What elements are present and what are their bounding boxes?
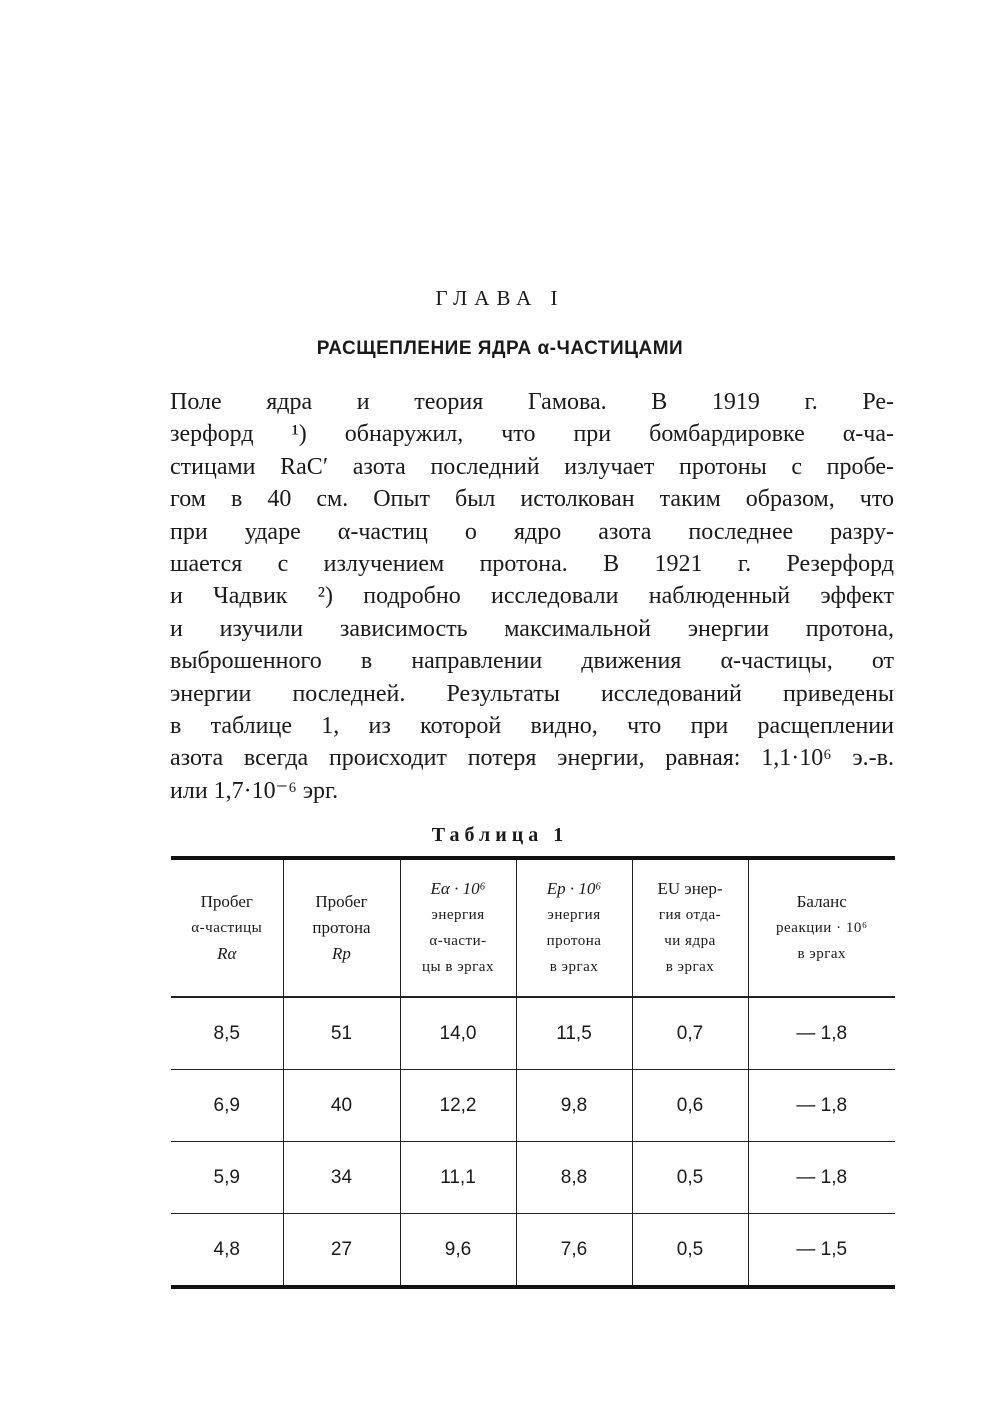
table-cell: 27	[283, 1214, 400, 1288]
table-row	[171, 1214, 895, 1288]
table-cell: 34	[283, 1142, 400, 1214]
table-cell: 7,6	[516, 1214, 632, 1288]
paragraph-line: стицами RaC′ азота последний излучает протоны с пробе-	[170, 453, 894, 480]
table-cell: 0,7	[632, 997, 748, 1070]
table-caption: Таблица 1	[431, 824, 569, 846]
chapter-number: ГЛАВА I	[435, 286, 565, 310]
table-cell: 9,6	[400, 1214, 516, 1288]
table-cell: 11,5	[516, 997, 632, 1070]
table-row	[171, 1070, 895, 1142]
table-header-row	[171, 858, 895, 997]
paragraph-line: энергии последней. Результаты исследований приведены	[170, 680, 894, 707]
header-reaction-balance: Баланс реакции · 10⁶ в эргах	[748, 858, 895, 997]
paragraph-line: Поле ядра и теория Гамова. В 1919 г. Ре-	[170, 389, 894, 415]
table-cell: — 1,8	[748, 1070, 895, 1142]
table-cell: 5,9	[171, 1142, 283, 1214]
table-cell: 0,5	[632, 1142, 748, 1214]
table-row	[171, 1142, 895, 1214]
paragraph-line: гом в 40 см. Опыт был истолкован таким образом, что	[170, 486, 894, 513]
table-cell: 14,0	[400, 997, 516, 1070]
data-table	[171, 856, 895, 1289]
table-cell: 0,5	[632, 1214, 748, 1288]
header-proton-range: Пробег протона Rp	[283, 858, 400, 997]
table-cell: 6,9	[171, 1070, 283, 1142]
paragraph-line: зерфорд ¹) обнаружил, что при бомбардировке α-ча-	[170, 421, 894, 448]
paragraph-line: азота всегда происходит потеря энергии, равная: 1,1·10⁶ э.-в.	[170, 745, 894, 772]
table-cell: — 1,8	[748, 1142, 895, 1214]
paragraph-line: выброшенного в направлении движения α-частицы, от	[170, 648, 894, 675]
header-alpha-energy: Eα · 10⁶ энергия α-части- цы в эргах	[400, 858, 516, 997]
table-cell: 4,8	[171, 1214, 283, 1288]
chapter-title: РАСЩЕПЛЕНИЕ ЯДРА α-ЧАСТИЦАМИ	[316, 338, 684, 359]
table-cell: 8,5	[171, 997, 283, 1070]
header-alpha-range: Пробег α-частицы Rα	[171, 858, 283, 997]
table-cell: 11,1	[400, 1142, 516, 1214]
table-row	[171, 997, 895, 1070]
paragraph-line: при ударе α-частиц о ядро азота последнее разру-	[170, 518, 894, 545]
paragraph-line: шается с излучением протона. В 1921 г. Резерфорд	[170, 550, 894, 577]
paragraph-line: и Чадвик ²) подробно исследовали наблюденный эффект	[170, 583, 894, 610]
table-cell: — 1,5	[748, 1214, 895, 1288]
table-cell: 9,8	[516, 1070, 632, 1142]
table-cell: 8,8	[516, 1142, 632, 1214]
header-proton-energy: Ep · 10⁶ энергия протона в эргах	[516, 858, 632, 997]
paragraph-line: и изучили зависимость максимальной энергии протона,	[170, 615, 894, 642]
table-cell: 12,2	[400, 1070, 516, 1142]
body-paragraph	[170, 386, 894, 807]
table-cell: 51	[283, 997, 400, 1070]
header-recoil-energy: EU энер- гия отда- чи ядра в эргах	[632, 858, 748, 997]
paragraph-line: или 1,7·10⁻⁶ эрг.	[170, 777, 339, 804]
paragraph-line: в таблице 1, из которой видно, что при расщеплении	[170, 712, 894, 739]
table-cell: 40	[283, 1070, 400, 1142]
table-cell: 0,6	[632, 1070, 748, 1142]
table-cell: — 1,8	[748, 997, 895, 1070]
